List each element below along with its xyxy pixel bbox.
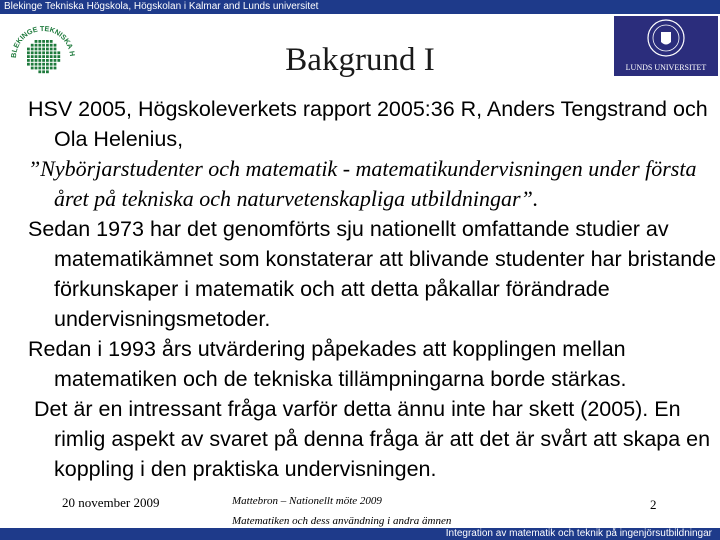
slide-title: Bakgrund I — [285, 42, 435, 78]
paragraph-report-title: ”Nybörjarstudenter och matematik - matematikundervisningen under första året på tekniska och naturvetenskapliga utbildningar”. — [28, 156, 697, 211]
footer-date: 20 november 2009 — [62, 495, 160, 510]
header-institutions: Blekinge Tekniska Högskola, Högskolan i Kalmar and Lunds universitet — [4, 1, 319, 12]
paragraph-studies: Sedan 1973 har det genomförts sju nationellt omfattande studier av matematikämnet som konstaterar att blivande studenter har bristande förkunskaper i matematik och att detta påkallar förändrade undervisningsmetoder. — [28, 217, 717, 331]
paragraph-reference: HSV 2005, Högskoleverkets rapport 2005:36 R, Anders Tengstrand och Ola Helenius, — [28, 97, 708, 151]
bth-logo-text: BLEKINGE TEKNISKA H — [8, 23, 78, 59]
footer-event-subtitle: Matematiken och dess användning i andra ämnen — [232, 515, 452, 527]
footer-event — [232, 491, 451, 531]
footer-event-title: Mattebron – Nationellt möte 2009 — [232, 495, 382, 507]
lund-logo-text: LUNDS UNIVERSITET — [625, 63, 707, 72]
header-bar — [0, 0, 720, 14]
slide-body — [28, 94, 718, 484]
footer-bar-text: Integration av matematik och teknik på ingenjörsutbildningar — [445, 528, 712, 539]
footer-bar — [0, 528, 720, 540]
page-number: 2 — [650, 497, 657, 512]
paragraph-evaluation-1993: Redan i 1993 års utvärdering påpekades att kopplingen mellan matematiken och de tekniska tillämpningarna borde stärkas. — [28, 337, 627, 391]
paragraph-question: Det är en intressant fråga varför detta ännu inte har skett (2005). En rimlig aspekt av svaret på denna fråga är att det är svårt att skapa en koppling i den praktiska undervisningen. — [34, 397, 711, 481]
